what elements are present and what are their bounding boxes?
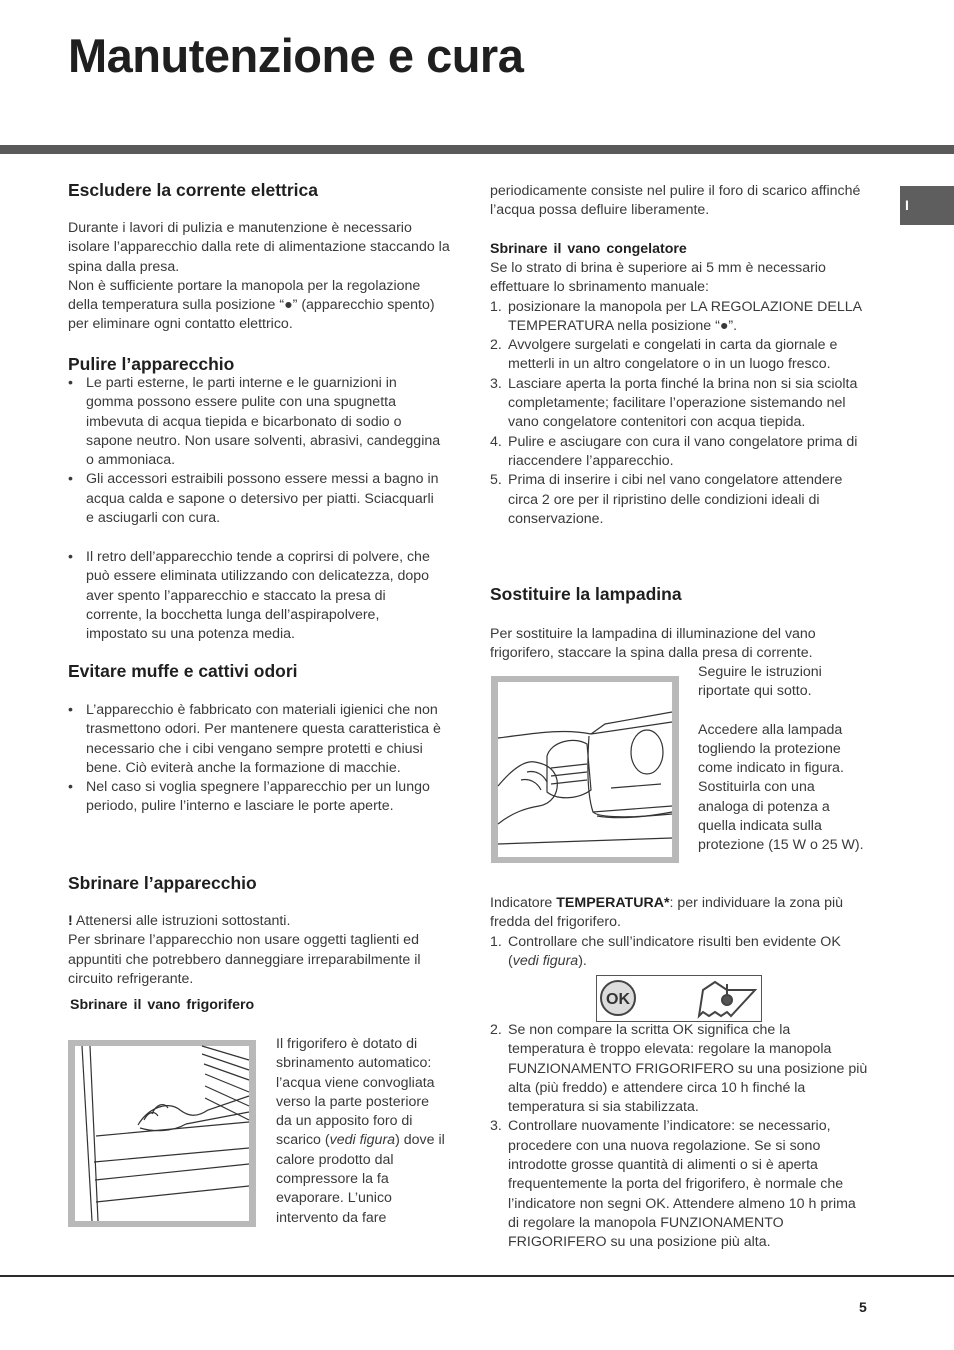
warning-mark: ! (68, 913, 73, 929)
heading-disconnect-power: Escludere la corrente elettrica (68, 180, 318, 200)
item-text: Prima di inserire i cibi nel vano congelatore attendere circa 2 ore per il ripristino delle condizioni ideali di conservazione. (508, 472, 843, 527)
indicator-name: TEMPERATURA* (556, 895, 670, 911)
item-text: Controllare nuovamente l’indicatore: se necessario, procedere con una nuova regolazione. Se si sono introdotte grosse quantità di alimenti o si è aperta frequentemente la porta del frigorifero, è normale che l’indicatore non segni OK. Attendere almeno 10 h prima di regolare la manopola FUNZIONAMENTO FRIGORIFERO su una posizione più alta. (508, 1118, 856, 1251)
footer-line (0, 1275, 954, 1277)
subheading-defrost-fridge: Sbrinare il vano frigorifero (70, 997, 255, 1013)
page-number: 5 (859, 1299, 867, 1315)
item-number: 4. (490, 433, 502, 450)
list-item: • Il retro dell’apparecchio tende a coprirsi di polvere, che può essere eliminata utilizzando con delicatezza, dopo aver spento l’apparecchio e staccato la presa di corrente, la bocchetta lunga dell’aspirapolvere, impostato su una potenza media. (68, 548, 442, 644)
list-item (490, 336, 862, 375)
text-segment: Controllare che sull’indicatore risulti ben evidente OK ( (508, 933, 841, 969)
replace-bulb-paragraph: Per sostituire la lampadina di illuminazione del vano frigorifero, staccare la spina dalla presa di corrente. (490, 626, 816, 662)
fridge-defrost-text (276, 1035, 448, 1228)
indicator-steps-2-wrap (490, 1021, 868, 1253)
clean-appliance-list (68, 374, 442, 528)
lamp-side-paragraph-1: Seguire le istruzioni riportate qui sotto. (698, 664, 822, 700)
freezer-defrost-text (490, 259, 862, 529)
list-item (490, 471, 862, 529)
freezer-intro: Se lo strato di brina è superiore ai 5 mm è necessario effettuare lo sbrinamento manuale: (490, 260, 826, 296)
list-item: • Nel caso si voglia spegnere l’apparecchio per un lungo periodo, pulire l’interno e lasciare le porte aperte. (68, 778, 442, 817)
heading-clean-appliance: Pulire l’apparecchio (68, 354, 235, 374)
item-number: 2. (490, 1022, 502, 1038)
replace-bulb-intro (490, 625, 870, 664)
list-item (490, 433, 862, 472)
text-segment: ). (578, 952, 587, 969)
item-number: 2. (490, 337, 502, 354)
list-item (490, 375, 862, 433)
indicator-steps-1 (490, 933, 866, 972)
language-tab (900, 186, 954, 225)
header-bar (0, 145, 954, 154)
item-number: 3. (490, 1118, 502, 1135)
drain-continuation-text: periodicamente consiste nel pulire il foro di scarico affinché l’acqua possa defluire liberamente. (490, 183, 861, 219)
list-item: • L’apparecchio è fabbricato con materiali igienici che non trasmettono odori. Per mantenere questa caratteristica è necessario che i cibi vengano sempre protetti e chiusi bene. Ciò eviterà anche la formazione di macchie. (68, 701, 442, 778)
text-segment: : per individuare la zona più fredda del frigorifero. (490, 895, 844, 931)
disconnect-paragraph-2: Non è sufficiente portare la manopola per la regolazione della temperatura sulla posizione “●” (apparecchio spento) per eliminare ogni contatto elettrico. (68, 277, 435, 333)
figure-reference: vedi figura (329, 1132, 396, 1149)
item-number: 3. (490, 375, 502, 392)
item-text: Pulire e asciugare con cura il vano congelatore prima di riaccendere l’apparecchio. (508, 433, 858, 469)
drain-continuation (490, 182, 862, 221)
defrost-paragraph: Per sbrinare l’apparecchio non usare oggetti taglienti ed appuntiti che potrebbero danneggiare irreparabilmente il circuito refrigerante. (68, 932, 421, 987)
ok-label: OK (606, 991, 630, 1008)
item-number: 1. (490, 933, 502, 950)
lamp-replacement-illustration (491, 676, 679, 863)
indicator-text (490, 894, 866, 971)
text-segment: Indicatore (490, 895, 557, 911)
fridge-defrost-paragraph (276, 1035, 448, 1228)
defrost-text (68, 912, 450, 989)
defrost-warning (68, 912, 450, 931)
warning-text: Attenersi alle istruzioni sottostanti. (75, 913, 291, 929)
disconnect-power-text (68, 219, 450, 335)
list-item (490, 1021, 868, 1117)
indicator-steps-2 (490, 1021, 868, 1253)
heading-replace-bulb: Sostituire la lampadina (490, 584, 682, 604)
avoid-mould-list (68, 701, 442, 817)
text-segment: ) dove il calore prodotto dal compressore la fa evaporare. L’unico intervento da fare (276, 1132, 445, 1226)
item-number: 1. (490, 298, 502, 315)
item-text: Avvolgere surgelati e congelati in carta da giornale e metterli in un altro congelatore o in un luogo fresco. (508, 337, 838, 373)
figure-reference: vedi figura (512, 952, 579, 969)
disconnect-paragraph-1: Durante i lavori di pulizia e manutenzione è necessario isolare l’apparecchio dalla rete di alimentazione staccando la spina dalla presa. (68, 220, 450, 275)
temperature-indicator-figure (596, 975, 762, 1022)
snowflake-thermometer-icon (699, 982, 755, 1016)
clean-appliance-list-2 (68, 548, 442, 644)
list-item (490, 298, 862, 337)
language-tab-label: I (905, 197, 909, 213)
lamp-side-text (698, 663, 868, 856)
freezer-steps (490, 298, 862, 530)
fridge-drain-illustration (68, 1040, 256, 1227)
item-text: Lasciare aperta la porta finché la brina non si sia sciolta completamente; facilitare l’operazione sistemando nel vano congelatore contenitori con acqua tiepida. (508, 375, 858, 431)
heading-avoid-mould: Evitare muffe e cattivi odori (68, 661, 298, 681)
heading-defrost: Sbrinare l’apparecchio (68, 873, 257, 893)
list-item (490, 933, 866, 972)
item-text: posizionare la manopola per LA REGOLAZIONE DELLA TEMPERATURA nella posizione “●”. (508, 298, 862, 334)
item-text: Se non compare la scritta OK significa che la temperatura è troppo elevata: regolare la manopola FUNZIONAMENTO FRIGORIFERO su una posizione più alta (più freddo) e attendere circa 10 h finché la temperatura si sia stabilizzata. (508, 1022, 868, 1116)
list-item (490, 1117, 868, 1252)
page-title: Manutenzione e cura (68, 29, 524, 82)
item-number: 5. (490, 472, 502, 489)
list-item: • Le parti esterne, le parti interne e le guarnizioni in gomma possono essere pulite con una spugnetta imbevuta di acqua tiepida e bicarbonato di sodio o sapone neutro. Non usare solventi, abrasivi, candeggina o ammoniaca. (68, 374, 442, 470)
indicator-intro (490, 894, 866, 933)
text-segment: Il frigorifero è dotato di sbrinamento automatico: l’acqua viene convogliata verso la parte posteriore da un apposito foro di scarico ( (276, 1036, 435, 1149)
subheading-defrost-freezer: Sbrinare il vano congelatore (490, 241, 687, 257)
lamp-side-paragraph-2: Accedere alla lampada togliendo la protezione come indicato in figura. Sostituirla con una analoga di potenza a quella indicata sulla protezione (15 W o 25 W). (698, 721, 864, 854)
list-item: • Gli accessori estraibili possono essere messi a bagno in acqua calda e sapone o detersivo per piatti. Sciacquarli e asciugarli con cura. (68, 470, 442, 528)
